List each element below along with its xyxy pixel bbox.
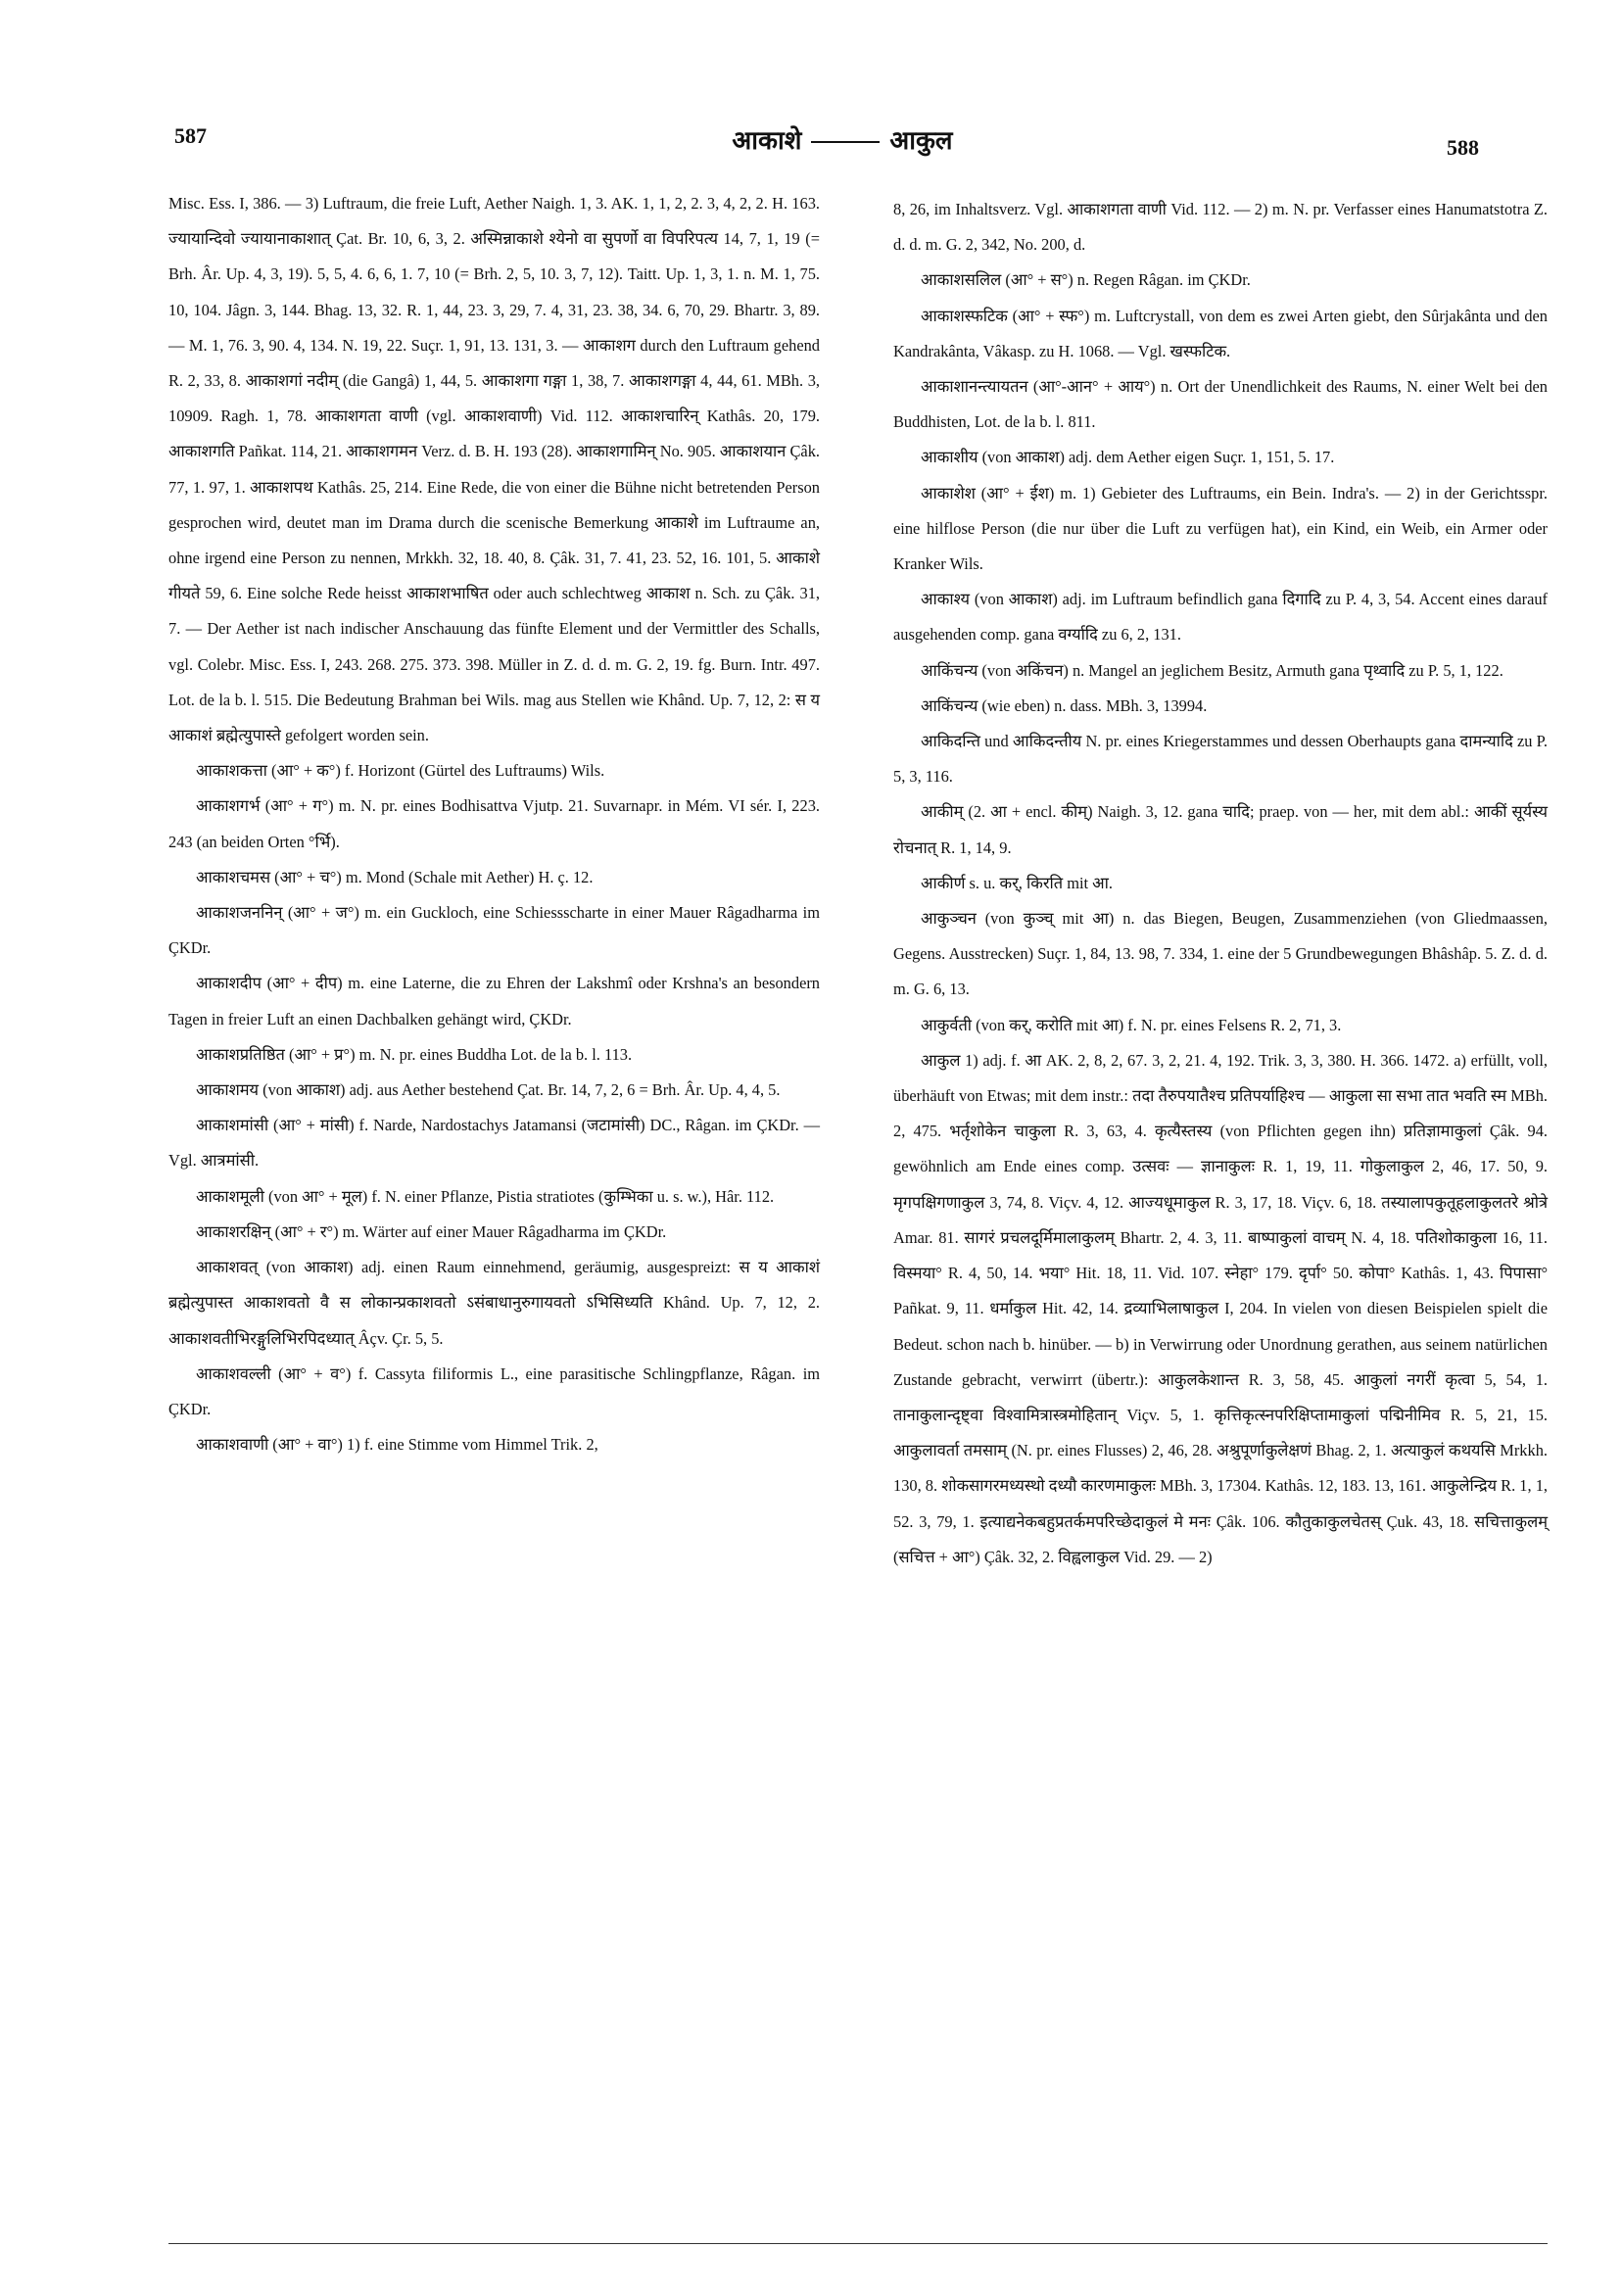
- dictionary-entry: आकुल 1) adj. f. आ AK. 2, 8, 2, 67. 3, 2, 21. 4, 192. Trik. 3, 3, 380. H. 366. 1472. a) erfüllt, voll, überhäuft von Etwas; mit dem instr.: तदा तैरुपयातैश्च प्रतिपर्याहिश्च — आकुला सा सभा तात भवति स्म MBh. 2, 475. भर्तृशोकेन चाकुला R. 3, 63, 4. कृत्यैस्तस्य (von Pflichten gegen ihn) प्रतिज्ञामाकुलां Çâk. 94. gewöhnlich am Ende eines comp. उत्सवः — ज्ञानाकुलः R. 1, 19, 11. गोकुलाकुल 2, 46, 17. 50, 9. मृगपक्षिगणाकुल 3, 74, 8. Viçv. 4, 12. आज्यधूमाकुल R. 3, 17, 18. Viçv. 6, 18. तस्यालापकुतूहलाकुलतरे श्रोत्रे Amar. 81. सागरं प्रचलदूर्मिमालाकुलम् Bhartr. 2, 4. 3, 11. बाष्पाकुलां वाचम् N. 4, 18. पतिशोकाकुला 16, 11. विस्मया° R. 4, 50, 14. भया° Hit. 18, 11. Vid. 107. स्नेहा° 179. दृर्पा° 50. कोपा° Kathâs. 1, 43. पिपासा° Pañkat. 9, 11. धर्माकुल Hit. 42, 14. द्रव्याभिलाषाकुल I, 204. In vielen von diesen Beispielen spielt die Bedeut. schon nach b. hinüber. — b) in Verwirrung oder Unordnung gerathen, aus seinem natürlichen Zustande gebracht, verwirrt (übertr.): आकुलकेशान्त R. 3, 58, 45. आकुलां नगरीं कृत्वा 5, 54, 1. तानाकुलान्दृष्ट्वा विश्वामित्रास्त्रमोहितान् Viçv. 5, 1. कृत्तिकृत्स्नपरिक्षिप्तामाकुलां पद्मिनीमिव R. 5, 21, 15. आकुलावर्ता तमसाम् (N. pr. eines Flusses) 2, 46, 28. अश्रुपूर्णाकुलेक्षणं Bhag. 2, 1. अत्याकुलं कथयसि Mrkkh. 130, 8. शोकसागरमध्यस्थो दध्यौ कारणमाकुलः MBh. 3, 17304. Kathâs. 12, 183. 13, 161. आकुलेन्द्रिय R. 1, 1, 52. 3, 79, 1. इत्याद्यनेकबहुप्रतर्कमपरिच्छेदाकुलं मे मनः Çâk. 106. कौतुकाकुलचेतस् Çuk. 43, 18. सचित्ताकुलम् (सचित्त + आ°) Çâk. 32, 2. विह्वलाकुल Vid. 29. — 2): [893, 1050, 1548, 1566]
- running-head: [686, 121, 999, 157]
- headword-dash: [811, 141, 880, 143]
- entry-continuation: Misc. Ess. I, 386. — 3) Luftraum, die freie Luft, Aether Naigh. 1, 3. AK. 1, 1, 2, 2. 3, 4, 2, 2. H. 163. ज्यायान्दिवो ज्यायानाकाशात् Çat. Br. 10, 6, 3, 2. अस्मिन्नाकाशे श्येनो वा सुपर्णो वा विपरिपत्य 14, 7, 1, 19 (= Brh. Âr. Up. 4, 3, 19). 5, 5, 4. 6, 6, 1. 7, 10 (= Brh. 2, 5, 10. 3, 7, 12). Taitt. Up. 1, 3, 1. n. M. 1, 75. 10, 104. Jâgn. 3, 144. Bhag. 13, 32. R. 1, 44, 23. 3, 29, 7. 4, 31, 23. 38, 34. 6, 70, 29. Bhartr. 3, 89. — M. 1, 76. 3, 90. 4, 134. N. 19, 22. Suçr. 1, 91, 13. 131, 3. — आकाशग durch den Luftraum gehend R. 2, 33, 8. आकाशगां नदीम् (die Gangâ) 1, 44, 5. आकाशगा गङ्गा 1, 38, 7. आकाशगङ्गा 4, 44, 61. MBh. 3, 10909. Ragh. 1, 78. आकाशगता वाणी (vgl. आकाशवाणी) Vid. 112. आकाशचारिन् Kathâs. 20, 179. आकाशगति Pañkat. 114, 21. आकाशगमन Verz. d. B. H. 193 (28). आकाशगामिन् No. 905. आकाशयान Çâk. 77, 1. 97, 1. आकाशपथ Kathâs. 25, 214. Eine Rede, die von einer die Bühne nicht betretenden Person gesprochen wird, deutet man im Drama durch die scenische Bemerkung आकाशे im Luftraume an, ohne irgend eine Person zu nennen, Mrkkh. 32, 18. 40, 8. Çâk. 31, 7. 41, 23. 52, 16. 101, 5. आकाशे गीयते 59, 6. Eine solche Rede heisst आकाशभाषित oder auch schlechtweg आकाश n. Sch. zu Çâk. 31, 7. — Der Aether ist nach indischer Anschauung das fünfte Element und der Vermittler des Schalls, vgl. Colebr. Misc. Ess. I, 243. 268. 275. 373. 398. Müller in Z. d. d. m. G. 2, 19. fg. Burn. Intr. 497. Lot. de la b. l. 515. Die Bedeutung Brahman bei Wils. mag aus Stellen wie Khând. Up. 7, 12, 2: स य आकाशं ब्रह्मेत्युपास्ते gefolgert worden sein.: [168, 194, 820, 745]
- dictionary-entry: आकाशजननिन् (आ° + ज°) m. ein Guckloch, eine Schiessscharte in einer Mauer Râgadharma im ÇKDr.: [168, 903, 820, 958]
- dictionary-entry: आकाशवाणी (आ° + वा°) 1) f. eine Stimme vom Himmel Trik. 2,: [196, 1435, 598, 1455]
- dictionary-entry: आकीम् (2. आ + encl. कीम्) Naigh. 3, 12. gana चादि; praep. von — her, mit dem abl.: आकीं सूर्यस्य रोचनात् R. 1, 14, 9.: [893, 802, 1548, 857]
- dictionary-entry: आकाशीय (von आकाश) adj. dem Aether eigen Suçr. 1, 151, 5. 17.: [921, 448, 1335, 467]
- dictionary-entry: आकाशवत् (von आकाश) adj. einen Raum einnehmend, geräumig, ausgespreizt: स य आकाशं ब्रह्मेत्युपास्त आकाशवतो वै स लोकान्प्रकाशवतो ऽसंबाधानुरुगायवतो ऽभिसिध्यति Khând. Up. 7, 12, 2. आकाशवतीभिरङ्गुलिभिरपिदध्यात् Âçv. Çr. 5, 5.: [168, 1258, 820, 1348]
- dictionary-entry: आकाशसलिल (आ° + स°) n. Regen Râgan. im ÇKDr.: [921, 270, 1251, 290]
- dictionary-entry: आकीर्ण s. u. कर्, किरति mit आ.: [921, 873, 1114, 892]
- dictionary-entry: आकाशप्रतिष्ठित (आ° + प्र°) m. N. pr. eines Buddha Lot. de la b. l. 113.: [196, 1044, 633, 1064]
- dictionary-entry: आकाशमय (von आकाश) adj. aus Aether bestehend Çat. Br. 14, 7, 2, 6 = Brh. Âr. Up. 4, 4, 5.: [196, 1080, 781, 1100]
- page-number-right: 588: [1447, 135, 1479, 160]
- dictionary-entry: आकाशकत्ता (आ° + क°) f. Horizont (Gürtel des Luftraums) Wils.: [196, 761, 605, 781]
- left-column: [168, 186, 820, 1462]
- dictionary-entry: आकिंचन्य (von अकिंचन) n. Mangel an jeglichem Besitz, Armuth gana पृथ्वादि zu P. 5, 1, 122.: [921, 660, 1503, 680]
- dictionary-entry: आकाशगर्भ (आ° + ग°) m. N. pr. eines Bodhisattva Vjutp. 21. Suvarnapr. in Mém. VI sér. I, 223. 243 (an beiden Orten °र्भि).: [168, 796, 820, 851]
- dictionary-entry: आकुञ्चन (von कुञ्च् mit आ) n. das Biegen, Beugen, Zusammenziehen (von Gliedmaassen, Gegens. Ausstrecken) Suçr. 1, 84, 13. 98, 7. 334, 1. eine der 5 Grundbewegungen Bhâshâp. 5. Z. d. d. m. G. 6, 13.: [893, 909, 1548, 999]
- dictionary-entry: आकाशमांसी (आ° + मांसी) f. Narde, Nardostachys Jatamansi (जटामांसी) DC., Râgan. im ÇKDr. — Vgl. आत्रमांसी.: [168, 1116, 820, 1171]
- dictionary-entry: आकाशानन्त्यायतन (आ°-आन° + आय°) n. Ort der Unendlichkeit des Raums, N. einer Welt bei den Buddhisten, Lot. de la b. l. 811.: [893, 377, 1548, 432]
- page-number-left: 587: [174, 123, 207, 148]
- dictionary-entry: आकाशमूली (von आ° + मूल) f. N. einer Pflanze, Pistia stratiotes (कुम्भिका u. s. w.), Hâr. 112.: [196, 1186, 775, 1206]
- headword-left: आकाशे: [732, 126, 802, 156]
- dictionary-entry: आकाशवल्ली (आ° + व°) f. Cassyta filiformis L., eine parasitische Schlingpflanze, Râgan. im ÇKDr.: [168, 1363, 820, 1418]
- bottom-rule: [168, 2243, 1548, 2244]
- dictionary-entry: आकाशस्फटिक (आ° + स्फ°) m. Luftcrystall, von dem es zwei Arten giebt, den Sûrjakânta und den Kandrakânta, Vâkasp. zu H. 1068. — Vgl. खस्फटिक.: [893, 306, 1548, 360]
- dictionary-entry: आकाशचमस (आ° + च°) m. Mond (Schale mit Aether) H. ç. 12.: [196, 867, 594, 886]
- dictionary-entry: आकिदन्ति und आकिदन्तीय N. pr. eines Kriegerstammes und dessen Oberhaupts gana दामन्यादि zu P. 5, 3, 116.: [893, 732, 1548, 787]
- dictionary-entry: आकाश्य (von आकाश) adj. im Luftraum befindlich gana दिगादि zu P. 4, 3, 54. Accent eines darauf ausgehenden comp. gana वर्ग्यादि zu 6, 2, 131.: [893, 590, 1548, 645]
- entry-continuation: 8, 26, im Inhaltsverz. Vgl. आकाशगता वाणी Vid. 112. — 2) m. N. pr. Verfasser eines Hanumatstotra Z. d. d. m. G. 2, 342, No. 200, d.: [893, 200, 1548, 255]
- dictionary-entry: आकुर्वती (von कर्, करोति mit आ) f. N. pr. eines Felsens R. 2, 71, 3.: [921, 1015, 1342, 1034]
- headword-right: आकुल: [889, 126, 953, 156]
- dictionary-entry: आकाशदीप (आ° + दीप) m. eine Laterne, die zu Ehren der Lakshmî oder Krshna's an besondern Tagen in freier Luft an einen Dachbalken gehängt wird, ÇKDr.: [168, 974, 820, 1028]
- right-column: [893, 192, 1548, 1575]
- dictionary-entry: आकिंचन्य (wie eben) n. dass. MBh. 3, 13994.: [921, 695, 1208, 715]
- dictionary-entry: आकाशरक्षिन् (आ° + र°) m. Wärter auf einer Mauer Râgadharma im ÇKDr.: [196, 1221, 667, 1241]
- dictionary-entry: आकाशेश (आ° + ईश) m. 1) Gebieter des Luftraums, ein Bein. Indra's. — 2) in der Gerichtsspr. eine hilflose Person (die nur über die Luft zu verfügen hat), ein Kind, ein Weib, ein Armer oder Kranker Wils.: [893, 483, 1548, 574]
